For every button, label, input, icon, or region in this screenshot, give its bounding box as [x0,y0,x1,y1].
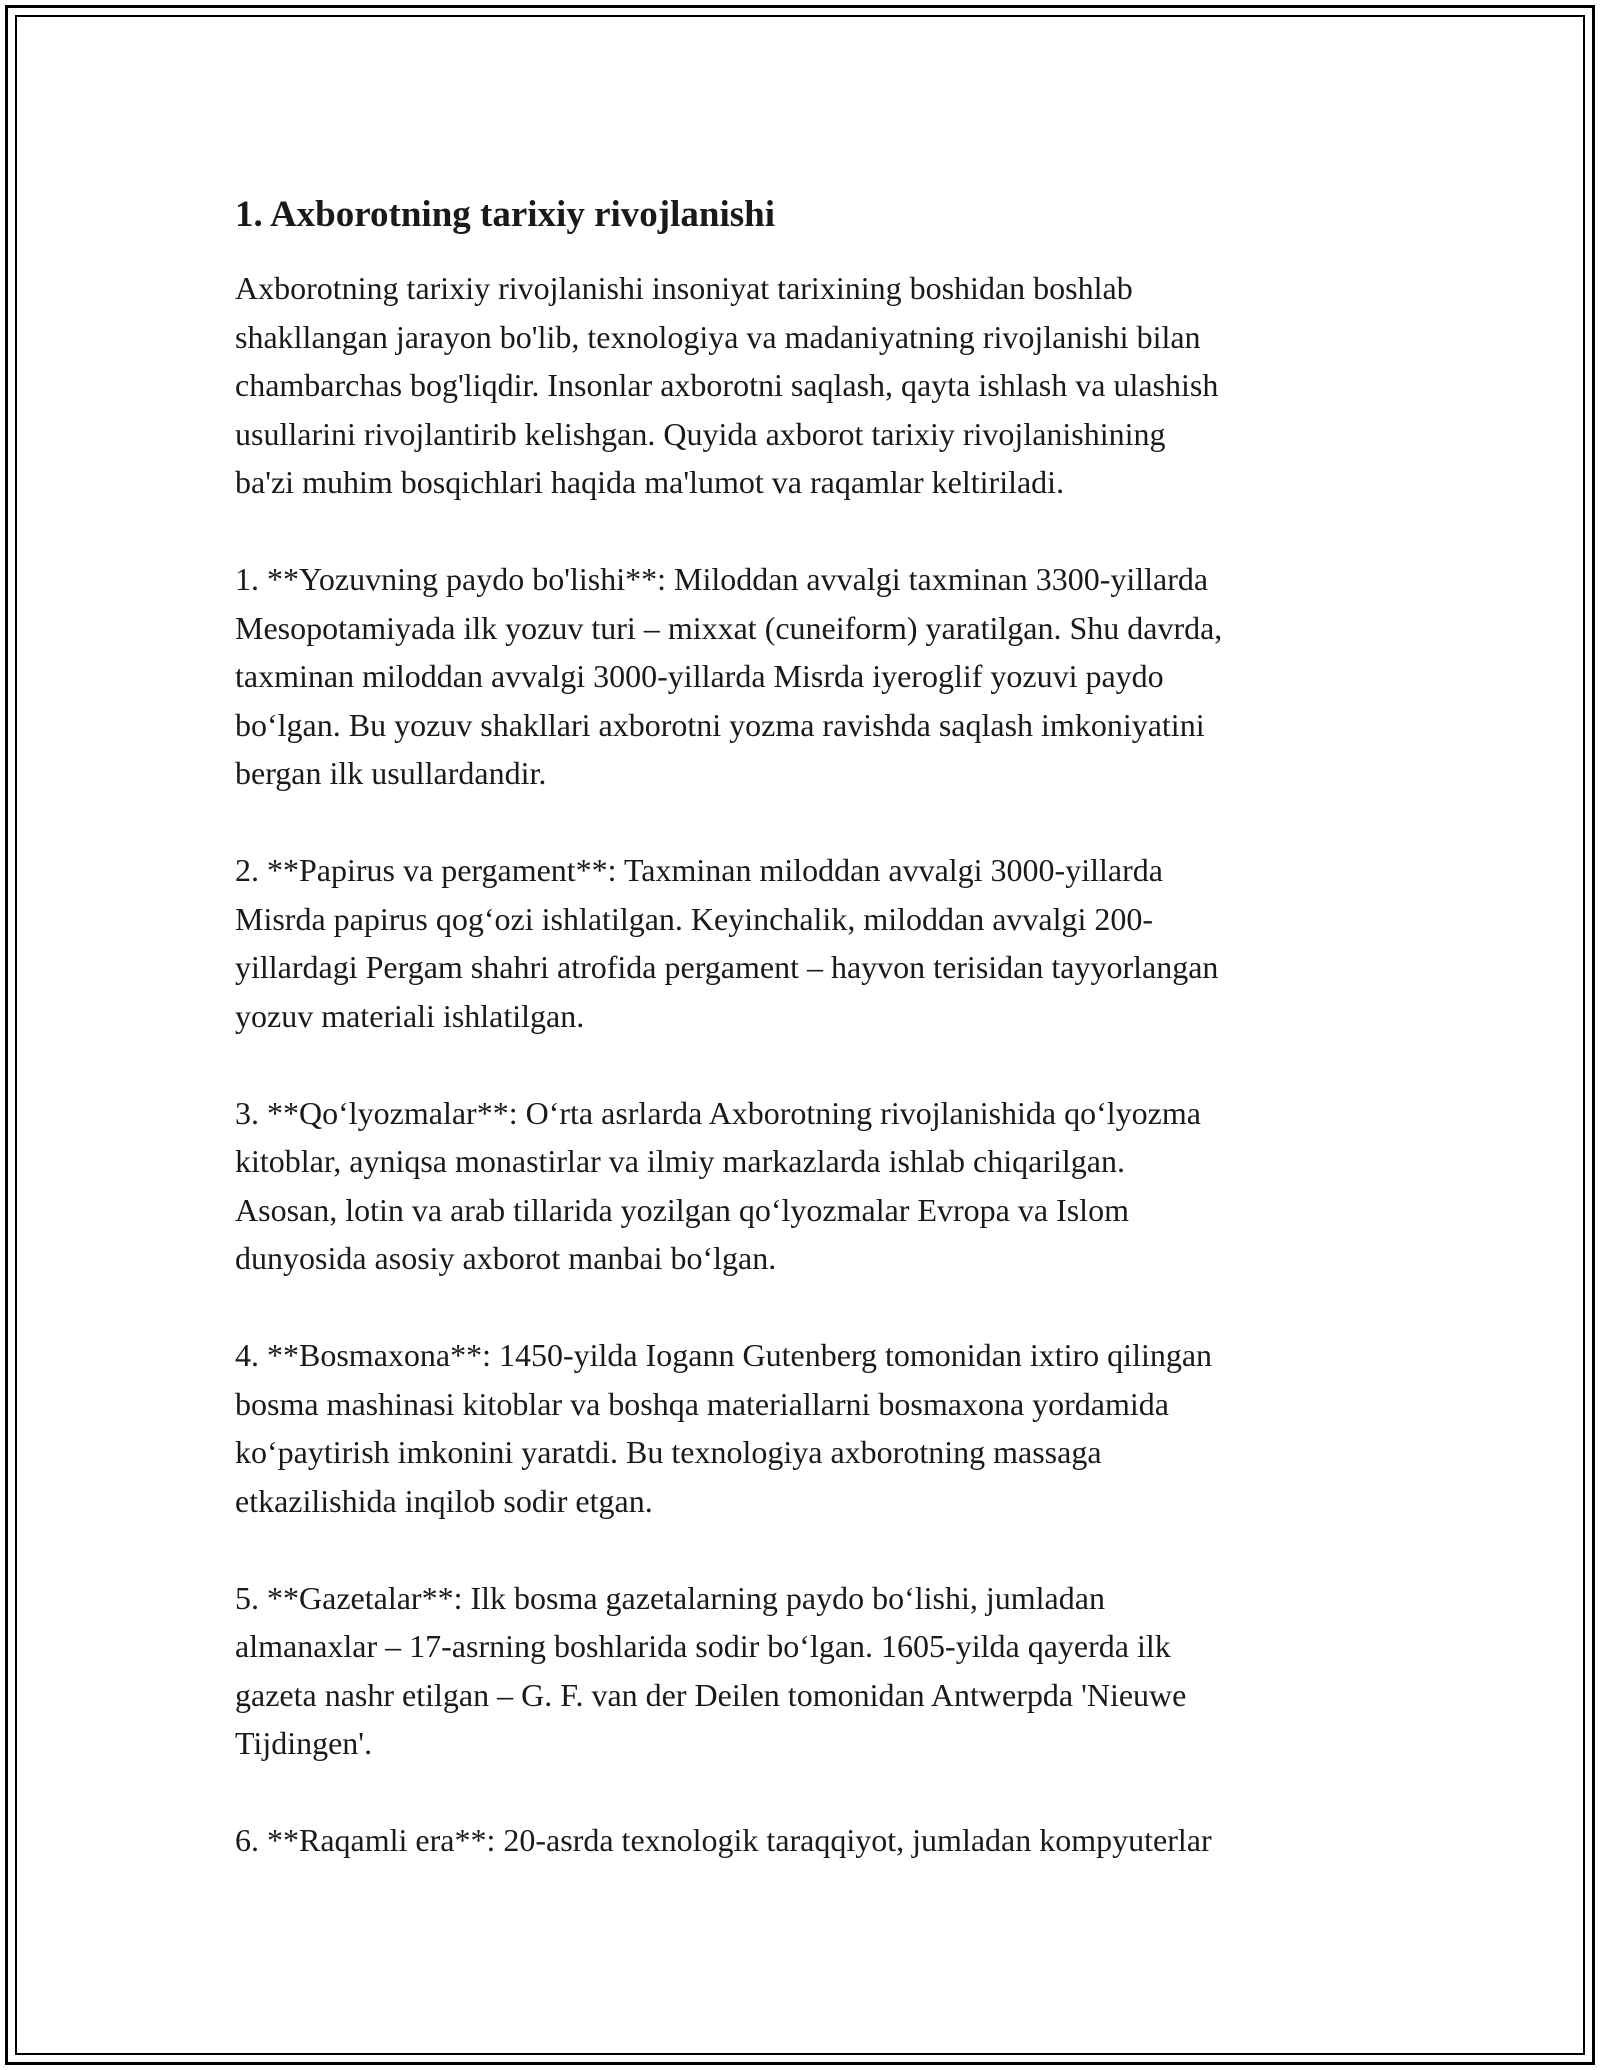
text-line: ko‘paytirish imkonini yaratdi. Bu texnologiya axborotning massaga [235,1434,1102,1470]
text-line: bo‘lgan. Bu yozuv shakllari axborotni yozma ravishda saqlash imkoniyatini [235,706,1205,743]
text-line: 5. **Gazetalar**: Ilk bosma gazetalarning paydo bo‘lishi, jumladan [235,1579,1105,1616]
text-line: yillardagi Pergam shahri atrofida pergament – hayvon terisidan tayyorlangan [235,949,1219,985]
text-line: Asosan, lotin va arab tillarida yozilgan qo‘lyozmalar Evropa va Islom [235,1191,1129,1228]
text-line: bergan ilk usullardandir. [235,755,547,791]
text-line: kitoblar, ayniqsa monastirlar va ilmiy markazlarda ishlab chiqarilgan. [235,1143,1125,1179]
text-line: gazeta nashr etilgan – G. F. van der Deilen tomonidan Antwerpda 'Nieuwe [235,1676,1187,1713]
intro-paragraph [235,264,1385,507]
text-line: ba'zi muhim bosqichlari haqida ma'lumot va raqamlar keltiriladi. [235,464,1065,500]
text-line: almanaxlar – 17-asrning boshlarida sodir bo‘lgan. 1605-yilda qayerda ilk [235,1628,1171,1664]
section-paragraph-1 [235,555,1385,798]
page-title: 1. Axborotning tarixiy rivojlanishi [235,194,775,235]
text-line: Mesopotamiyada ilk yozuv turi – mixxat (cuneiform) yaratilgan. Shu davrda, [235,609,1223,646]
text-line: yozuv materiali ishlatilgan. [235,997,585,1034]
text-line: 6. **Raqamli era**: 20-asrda texnologik taraqqiyot, jumladan kompyuterlar [235,1822,1212,1858]
section-paragraph-3 [235,1089,1385,1283]
text-line: Tijdingen'. [235,1725,373,1761]
text-line: 2. **Papirus va pergament**: Taxminan miloddan avvalgi 3000-yillarda [235,852,1163,888]
text-line: usullarini rivojlantirib kelishgan. Quyida axborot tarixiy rivojlanishining [235,415,1166,452]
text-line: Misrda papirus qog‘ozi ishlatilgan. Keyinchalik, miloddan avvalgi 200- [235,900,1154,937]
section-paragraph-6 [235,1816,1385,1865]
text-line: dunyosida asosiy axborot manbai bo‘lgan. [235,1240,777,1276]
text-line: 3. **Qo‘lyozmalar**: O‘rta asrlarda Axborotning rivojlanishida qo‘lyozma [235,1094,1201,1131]
text-line: shakllangan jarayon bo'lib, texnologiya va madaniyatning rivojlanishi bilan [235,318,1201,355]
section-paragraph-2 [235,846,1385,1040]
text-line: chambarchas bog'liqdir. Insonlar axborotni saqlash, qayta ishlash va ulashish [235,367,1219,403]
text-line: 4. **Bosmaxona**: 1450-yilda Iogann Gutenberg tomonidan ixtiro qilingan [235,1337,1213,1373]
section-paragraph-4 [235,1331,1385,1525]
text-line: taxminan miloddan avvalgi 3000-yillarda Misrda iyeroglif yozuvi paydo [235,658,1164,694]
text-line: Axborotning tarixiy rivojlanishi insoniyat tarixining boshidan boshlab [235,270,1133,306]
text-line: etkazilishida inqilob sodir etgan. [235,1482,653,1519]
text-line: bosma mashinasi kitoblar va boshqa materiallarni bosmaxona yordamida [235,1385,1169,1422]
document-body [235,188,1385,1913]
section-paragraph-5 [235,1574,1385,1768]
text-line: 1. **Yozuvning paydo bo'lishi**: Miloddan avvalgi taxminan 3300-yillarda [235,561,1209,597]
